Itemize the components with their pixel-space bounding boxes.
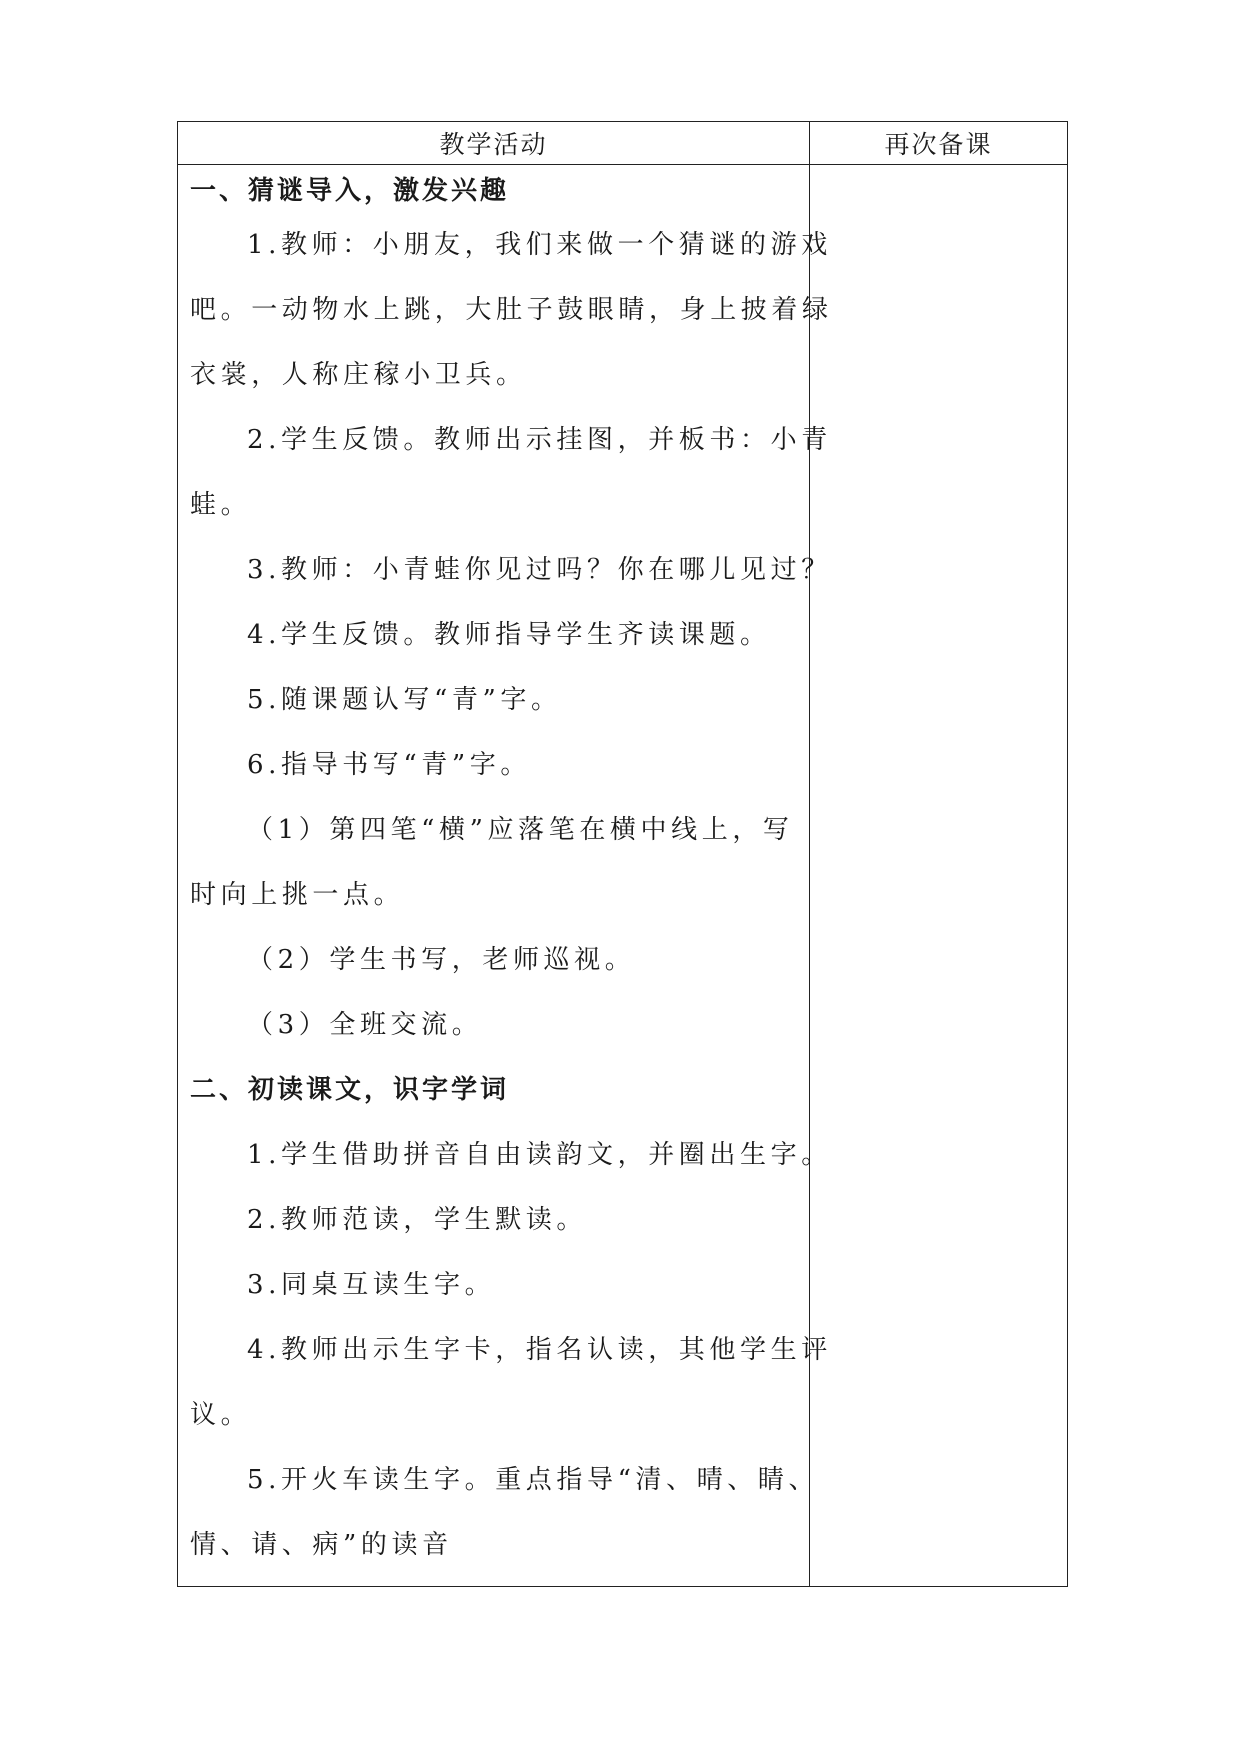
activity-text-line: 吧。一动物水上跳，大肚子鼓眼睛，身上披着绿 [190, 295, 833, 325]
activity-text-line: 3.教师：小青蛙你见过吗？你在哪儿见过？ [247, 555, 832, 585]
header-second-preparation: 再次备课 [810, 122, 1067, 165]
activity-text-line: 1.学生借助拼音自由读韵文，并圈出生字。 [247, 1140, 832, 1170]
teaching-activity-cell [178, 165, 833, 1586]
activity-text-line: 5.随课题认写“青”字。 [247, 685, 562, 715]
activity-text-line: （3）全班交流。 [247, 1010, 483, 1040]
second-preparation-cell [810, 165, 1067, 1586]
activity-text-line: 2.学生反馈。教师出示挂图，并板书：小青 [247, 425, 832, 455]
activity-text-line: （1）第四笔“横”应落笔在横中线上，写 [247, 815, 794, 845]
activity-text-line: 3.同桌互读生字。 [247, 1270, 496, 1300]
activity-text-line: 衣裳，人称庄稼小卫兵。 [190, 360, 527, 390]
lesson-plan-table [177, 121, 1068, 1587]
activity-text-line: 情、请、病”的读音 [190, 1530, 453, 1560]
activity-text-line: 6.指导书写“青”字。 [247, 750, 531, 780]
activity-text-line: 时向上挑一点。 [190, 880, 405, 910]
activity-text-line: 2.教师范读，学生默读。 [247, 1205, 588, 1235]
activity-text-line: 4.教师出示生字卡，指名认读，其他学生评 [247, 1335, 832, 1365]
section-heading: 二、初读课文，识字学词 [190, 1075, 510, 1105]
header-teaching-activity: 教学活动 [178, 122, 810, 165]
activity-text-line: 蛙。 [190, 490, 252, 520]
activity-text-line: 4.学生反馈。教师指导学生齐读课题。 [247, 620, 771, 650]
activity-text-line: 议。 [190, 1400, 252, 1430]
activity-text-line: 5.开火车读生字。重点指导“清、晴、睛、 [247, 1465, 820, 1495]
activity-text-line: 1.教师：小朋友，我们来做一个猜谜的游戏 [247, 230, 832, 260]
activity-text-line: （2）学生书写，老师巡视。 [247, 945, 636, 975]
section-heading: 一、猜谜导入，激发兴趣 [190, 176, 510, 206]
